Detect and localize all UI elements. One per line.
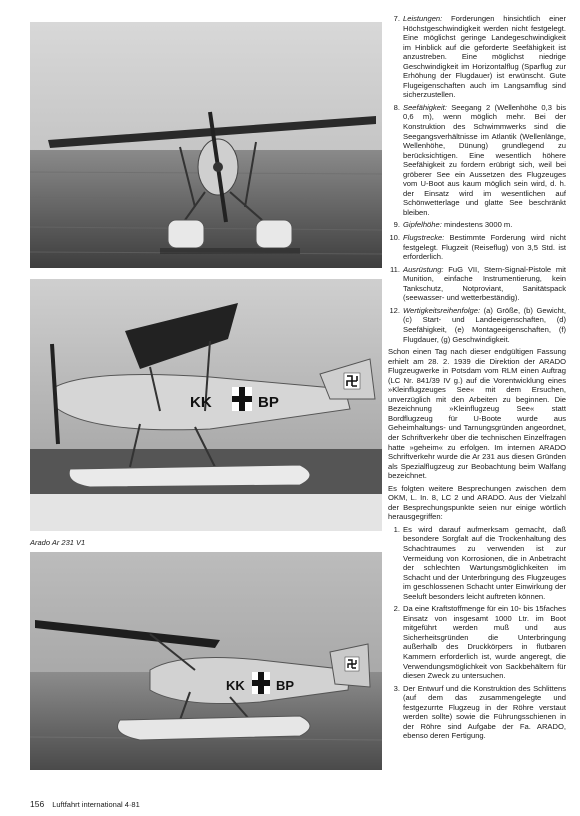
tail-emblem-icon xyxy=(344,373,360,389)
requirement-item: 12. Wertigkeitsreihenfolge: (a) Größe, (b) Gewicht, (c) Start- und Landeeigenschaften, (d) Seefähigkeit, (e) Montageeigenschaften, (f) Flugdauer, (g) Geschwindigkeit. xyxy=(389,305,566,344)
meeting-point-item: 2. Da eine Kraftstoffmenge für ein 10- bis 15faches Einsatz von insgesamt 1000 Ltr. im Boot mitgeführt werden muß und aus Sicherheitsgründen die Unterbringung außerhalb des Druckkörpers in flutbaren Kammern erforderlich ist, wurde angeregt, die Verwendungsmöglichkeit von Sackbehältern für diesen Zweck zu untersuchen. xyxy=(393,604,566,681)
marking-right-2: BP xyxy=(276,678,295,693)
requirement-item: 8. Seefähigkeit: Seegang 2 (Wellenhöhe 0,3 bis 0,6 m), wenn möglich mehr. Bei der Konstruktion des Schwimmwerks sind die Seegangsverhältnisse im Atlantik (Wellenlänge, Wellenhöhe, Dünung) grundlegend zu berücksichtigen. Eine wesentlich höhere Seefähigkeit zu fordern erübrigt sich, weil bei gröberer See ein Aussetzen des Flugzeuges vom U-Boot aus kaum möglich sein wird, d. h. der Einsatz wird im wesentlichen auf Schönwetterlage und glatte See beschränkt bleiben. xyxy=(393,102,566,217)
requirement-item: 9. Gipfelhöhe: mindestens 3000 m. xyxy=(393,220,513,230)
seaplane-side-photo xyxy=(30,279,382,531)
seaplane-water-photo xyxy=(30,552,382,770)
magazine-name: Luftfahrt international 4·81 xyxy=(52,800,140,809)
article-text-column xyxy=(388,14,566,744)
paragraph-contract: Schon einen Tag nach dieser endgültigen Fassung erhielt am 28. 2. 1939 die Direktion der ARADO Flugzeugwerke in Potsdam vom RLM einen Auftrag (LC Nr. 841/39 IV g.) auf die Vorentwicklung eines »Kleinflugzeuges See« mit dem Ersuchen, unverzüglich mit den Arbeiten zu beginnen. Die Bezeichnung »Kleinflugzeug See« statt Bordflugzeug für U-Boote wurde aus Geheimhaltungs- und Tarnungsgründen angeordnet, der Schriftverkehr über die technischen Einzelfragen hatte »geheim« zu erfolgen. Im internen ARADO Schriftverkehr wurde die Ar 231 aus diesen Gründen als Spezialflugzeug zur Beobachtung beim Walfang bezeichnet. xyxy=(388,347,566,481)
requirement-item: 11. Ausrüstung: FuG VII, Stern-Signal-Pistole mit Munition, einfache Instrumentierung, kein Tankschutz, Notproviant, Sanitätspack (seewasser- und wetterbeständig). xyxy=(390,264,566,303)
page-number: 156 xyxy=(30,799,45,809)
requirement-item: 7. Leistungen: Forderungen hinsichtlich einer Höchstgeschwindigkeit werden nicht festgelegt. Eine möglichst geringe Landegeschwindigkeit im Hinblick auf die geforderte Seefähigkeit ist anzustreben. Eine möglichst niedrige Geschwindigkeit im Horizontalflug (Sparflug zur Erhöhung der Flugdauer) ist erwünscht. Gute Flugeigenschaften auch im Langsamflug sind sicherzustellen. xyxy=(393,14,566,100)
marking-left: KK xyxy=(190,394,212,411)
photo-caption: Arado Ar 231 V1 xyxy=(30,538,86,547)
requirement-item: 10. Flugstrecke: Bestimmte Forderung wird nicht festgelegt. Flugzeit (Reiseflug) von 3,5 Std. ist erforderlich. xyxy=(389,233,566,262)
marking-right: BP xyxy=(258,394,279,411)
marking-left-2: KK xyxy=(226,678,245,693)
paragraph-meetings: Es folgten weitere Besprechungen zwischen dem OKM, L. In. 8, LC 2 und ARADO. Aus der Vielzahl der Besprechungspunkte seien nur einige wörtlich herausgegriffen: xyxy=(388,483,566,522)
balkenkreuz-icon xyxy=(232,387,252,411)
seaplane-front-photo xyxy=(30,22,382,268)
balkenkreuz-icon-2 xyxy=(252,672,270,694)
meeting-point-item: 1. Es wird darauf aufmerksam gemacht, daß besondere Sorgfalt auf die Trockenhaltung des Schachtraumes zu verwenden ist zur Vermeidung von Korrosionen, die in Anbetracht der schlechten Wartungsmöglichkeiten im Schacht und der Unterbringung des Flugzeuges im geschlossenen Schacht unter Einwirkung der Seeluft besonders leicht auftreten können. xyxy=(393,524,566,601)
tail-emblem-icon-2 xyxy=(345,657,359,671)
page-footer xyxy=(30,799,140,809)
meeting-point-item: 3. Der Entwurf und die Konstruktion des Schlittens (auf dem das zusammengelegte und festgezurrte Flugzeug in der Röhre verstaut werden sollte) sowie die Führungsschienen in der Röhre sind Aufgabe der Fa. ARADO, ebenso deren Fertigung. xyxy=(393,683,566,741)
